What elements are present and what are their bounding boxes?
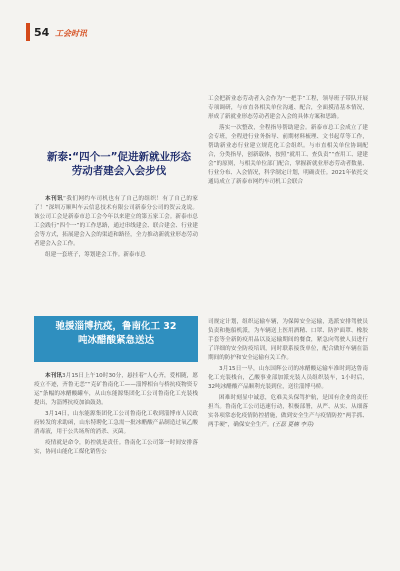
article1-right-column	[208, 95, 368, 189]
article2-paragraph-2: 3月14日，山东能源集团化工公司鲁南化工收到淄博市人民政府转发的求助函，山东特聘化工急需一批冰醋酸产品制造过氧乙酸消毒液，用于公共场所的消杀、灭菌。	[34, 411, 198, 435]
article2-paragraph-4: 司规定计划，组织运输车辆，为保障安全运输，选派安排驾驶员负责和拖船机派，为车辆送上医用酒精、口罩、防护面罩、橡胶手套等全新防疫用品以及运输期间的餐食，紧急向驾驶人员进行了详细的安全防疫培训，同时联系接货单位，配合做好车辆在淄期间的防护和安全运输有关工作。	[208, 319, 368, 361]
article2-title-line2: 吨冰醋酸紧急送达	[77, 335, 154, 346]
article2-title-banner	[34, 316, 198, 362]
article2-lead: 本刊讯	[45, 373, 63, 379]
article1-paragraph-1: “我们网约车司机也有了自己的组织！有了自己的家了！”深圳万顺叫车云信息技术有限公司新泰分公司的贺云龙说。该公司工会是新泰市总工会今年以来建立的第五家工会。新泰市总工会践行“四个一”的工作思路，通过串线建会、联合建会、行业建会等方式，拓展建会入会的渠道和路径，全力推动新就业形态劳动者建会入会工作。	[34, 196, 198, 247]
article1-paragraph-3: 工会把新业态劳动者入会作为“一把手”工程，领导班子带队开展专项调研，与市直各相关单位沟通、配合，全面摸清基本情况，形成了新就业形态劳动者建会入会的具体方案和思路。	[208, 96, 368, 120]
article1-title-line1: 新泰:“四个一”促进新就业形态	[46, 151, 191, 163]
article2-left-column	[34, 372, 198, 459]
article2-byline: (王磊 夏楠 李芬)	[272, 422, 314, 428]
page-number: 54	[34, 26, 50, 39]
article2-title-line1: 驰援淄博抗疫，鲁南化工 32	[55, 321, 177, 332]
article1-paragraph-4: 落实一次整改，全程指导帮助建会。新泰市总工会成立了建会专班，全程进行业务指导、前期材料梳理、文书起草等工作，帮助新业态行业建立规范化工会组织。与市直相关单位协调配合，分类指导，创新载体，按照“就用工、查负责”“查用工、建建会”的原则，与相关单位部门配合，掌握新就业形态劳动者数量、行业分布、入会情况，科学制定计划，明确责任。2021年依托交通局成立了新泰市网约车司机工会联合	[208, 125, 368, 185]
article2-paragraph-5: 3月15日一早，山东国辉公司的冰醋酸运输车准时到达鲁南化工充装栈台，乙酸事业部加派充装人员组织装车，1小时后，32吨冰醋酸产品顺利充装到位，送往淄博马桥。	[208, 366, 368, 390]
article2-paragraph-1: 3月15日上午10时30分，悬挂着“人心齐，爱相随，愿疫立不迹，齐鲁无恙”“克矿鲁南化工——淄博相台与桥抗疫物资专运”条幅的冰醋酸罐车，从山东能源集团化工公司鲁南化工充装栈提出，为淄博抗疫加油鼓劲。	[34, 373, 198, 406]
article1-left-column	[34, 195, 198, 262]
article1-title	[34, 150, 204, 178]
corner-accent-bar	[26, 23, 30, 41]
article1-title-line2: 劳动者建会入会步伐	[71, 165, 167, 178]
section-title: 工会时讯	[55, 29, 87, 38]
article2-paragraph-6: 困难时刻显中诚意，危难关头保驾护航，是国有企业的责任担当。鲁南化工公司迅速行动，积极部署，从严、从实、从细落实各项常态化疫情防控措施，做到安全生产与疫情防控“两手抓、两手硬”，确保安全生产。	[208, 395, 368, 428]
article1-paragraph-2: 组建一套班子，筹划建会工作。新泰市总	[45, 252, 146, 258]
article2-paragraph-3: 疫情就是命令，防控就是责任。鲁南化工公司第一时间安排落实，协同山能化工煤化销售公	[34, 440, 198, 455]
article1-lead: 本刊讯	[45, 196, 64, 202]
article2-right-column	[208, 318, 368, 432]
